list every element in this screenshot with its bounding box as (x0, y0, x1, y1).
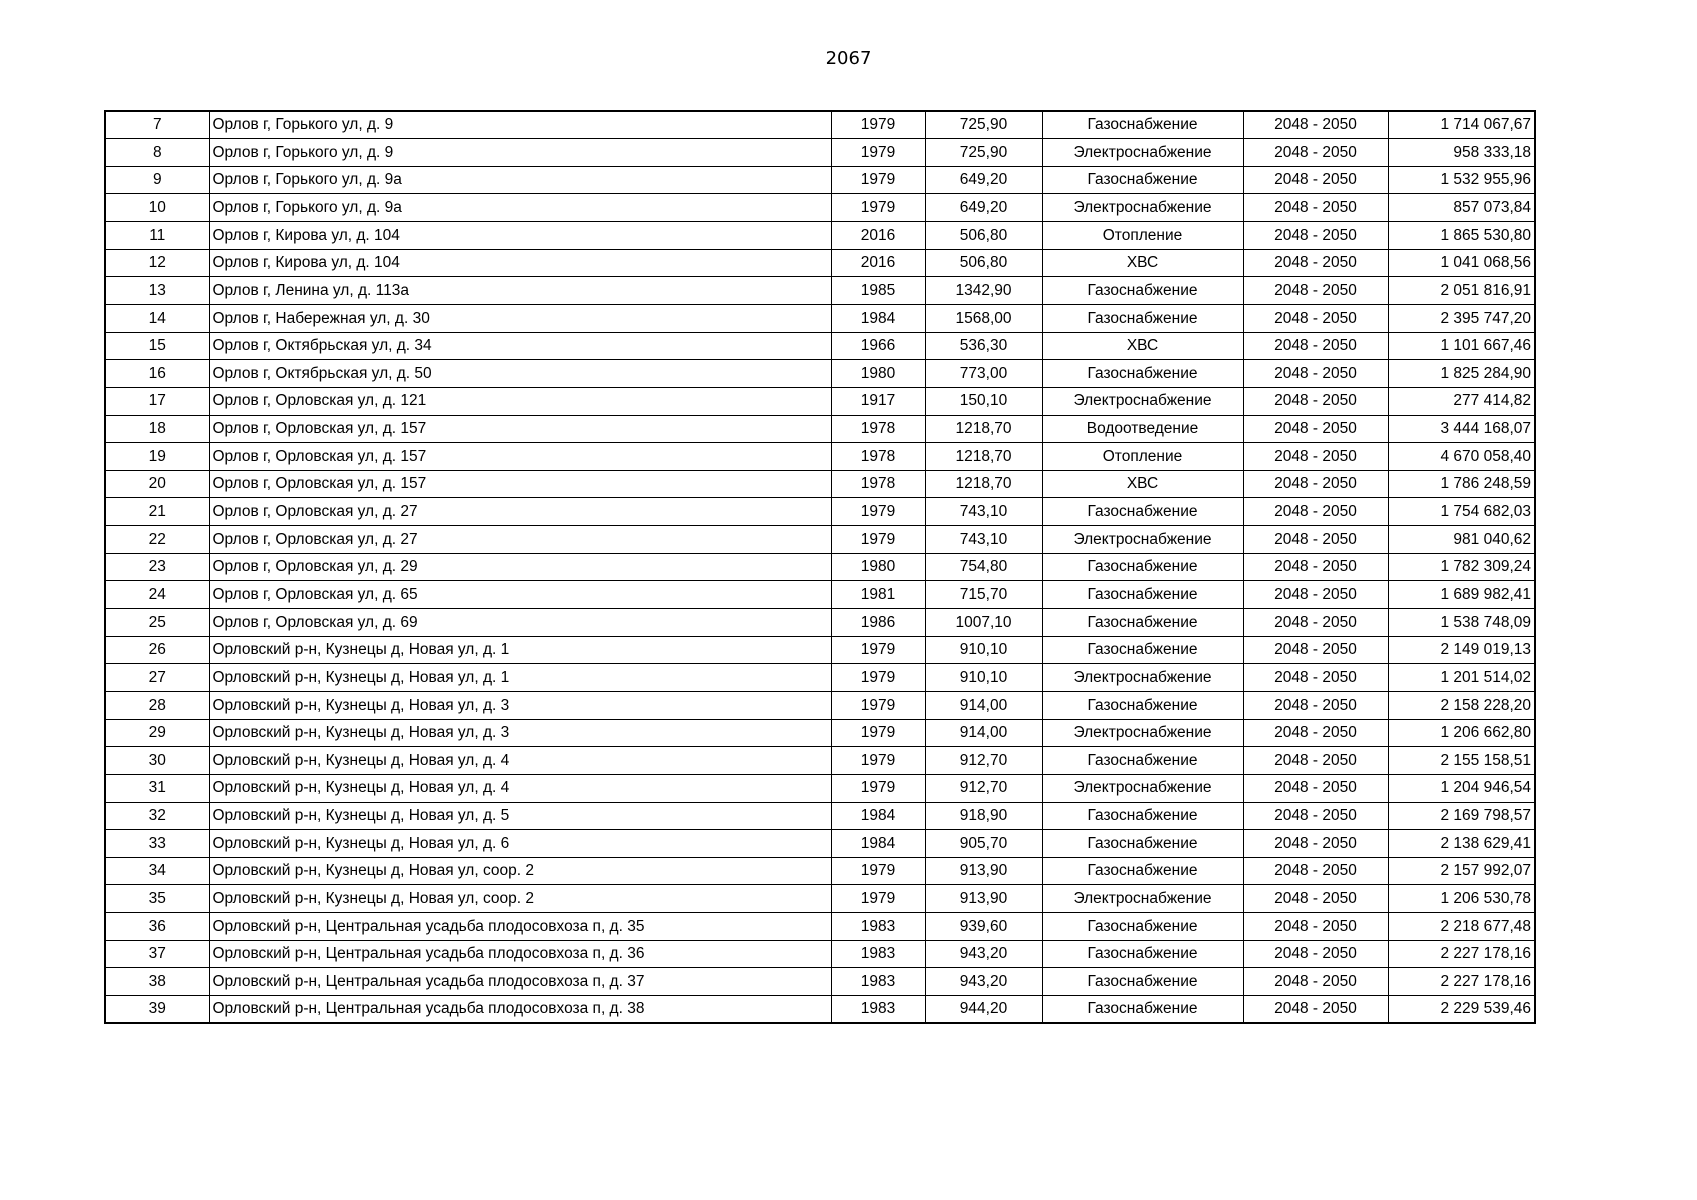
address-cell: Орловский р-н, Центральная усадьба плодосовхоза п, д. 35 (209, 913, 831, 941)
work-type-cell: Водоотведение (1042, 415, 1243, 443)
year-cell: 1984 (831, 802, 925, 830)
year-cell: 1979 (831, 166, 925, 194)
year-cell: 1979 (831, 691, 925, 719)
address-cell: Орловский р-н, Кузнецы д, Новая ул, д. 4 (209, 774, 831, 802)
cost-cell: 1 532 955,96 (1388, 166, 1535, 194)
table-row (105, 166, 1535, 194)
cost-cell: 2 158 228,20 (1388, 691, 1535, 719)
table-row (105, 636, 1535, 664)
row-number-cell: 29 (105, 719, 209, 747)
table-row (105, 443, 1535, 471)
area-cell: 725,90 (925, 139, 1042, 167)
row-number-cell: 38 (105, 968, 209, 996)
year-cell: 1979 (831, 526, 925, 554)
cost-cell: 1 865 530,80 (1388, 222, 1535, 250)
year-cell: 1980 (831, 553, 925, 581)
year-cell: 1978 (831, 443, 925, 471)
table-row (105, 581, 1535, 609)
table-row (105, 304, 1535, 332)
table-row (105, 415, 1535, 443)
work-type-cell: Электроснабжение (1042, 387, 1243, 415)
period-cell: 2048 - 2050 (1243, 885, 1388, 913)
area-cell: 649,20 (925, 194, 1042, 222)
period-cell: 2048 - 2050 (1243, 304, 1388, 332)
area-cell: 918,90 (925, 802, 1042, 830)
row-number-cell: 25 (105, 609, 209, 637)
row-number-cell: 20 (105, 470, 209, 498)
area-cell: 1218,70 (925, 415, 1042, 443)
address-cell: Орловский р-н, Кузнецы д, Новая ул, д. 5 (209, 802, 831, 830)
table-row (105, 387, 1535, 415)
table-row (105, 470, 1535, 498)
year-cell: 1979 (831, 636, 925, 664)
cost-cell: 1 204 946,54 (1388, 774, 1535, 802)
cost-cell: 1 206 530,78 (1388, 885, 1535, 913)
work-type-cell: ХВС (1042, 332, 1243, 360)
cost-cell: 1 714 067,67 (1388, 111, 1535, 139)
area-cell: 1342,90 (925, 277, 1042, 305)
year-cell: 1983 (831, 968, 925, 996)
work-type-cell: ХВС (1042, 249, 1243, 277)
period-cell: 2048 - 2050 (1243, 470, 1388, 498)
row-number-cell: 39 (105, 996, 209, 1024)
address-cell: Орлов г, Орловская ул, д. 157 (209, 443, 831, 471)
table-row (105, 111, 1535, 139)
address-cell: Орлов г, Орловская ул, д. 27 (209, 498, 831, 526)
area-cell: 910,10 (925, 636, 1042, 664)
year-cell: 1985 (831, 277, 925, 305)
row-number-cell: 16 (105, 360, 209, 388)
row-number-cell: 18 (105, 415, 209, 443)
area-cell: 1007,10 (925, 609, 1042, 637)
period-cell: 2048 - 2050 (1243, 387, 1388, 415)
work-type-cell: Газоснабжение (1042, 609, 1243, 637)
table-row (105, 747, 1535, 775)
period-cell: 2048 - 2050 (1243, 166, 1388, 194)
row-number-cell: 34 (105, 857, 209, 885)
period-cell: 2048 - 2050 (1243, 111, 1388, 139)
address-cell: Орлов г, Кирова ул, д. 104 (209, 249, 831, 277)
row-number-cell: 23 (105, 553, 209, 581)
address-cell: Орлов г, Октябрьская ул, д. 50 (209, 360, 831, 388)
address-cell: Орлов г, Орловская ул, д. 69 (209, 609, 831, 637)
period-cell: 2048 - 2050 (1243, 332, 1388, 360)
work-type-cell: Электроснабжение (1042, 664, 1243, 692)
area-cell: 912,70 (925, 774, 1042, 802)
year-cell: 2016 (831, 249, 925, 277)
row-number-cell: 33 (105, 830, 209, 858)
year-cell: 1979 (831, 139, 925, 167)
cost-cell: 2 051 816,91 (1388, 277, 1535, 305)
year-cell: 1986 (831, 609, 925, 637)
year-cell: 1979 (831, 111, 925, 139)
period-cell: 2048 - 2050 (1243, 691, 1388, 719)
period-cell: 2048 - 2050 (1243, 609, 1388, 637)
work-type-cell: Газоснабжение (1042, 166, 1243, 194)
area-cell: 914,00 (925, 691, 1042, 719)
address-cell: Орлов г, Ленина ул, д. 113а (209, 277, 831, 305)
registry-table (104, 110, 1536, 1024)
cost-cell: 1 754 682,03 (1388, 498, 1535, 526)
cost-cell: 1 206 662,80 (1388, 719, 1535, 747)
page-number: 2067 (825, 48, 872, 69)
work-type-cell: Электроснабжение (1042, 885, 1243, 913)
address-cell: Орловский р-н, Кузнецы д, Новая ул, соор. 2 (209, 857, 831, 885)
period-cell: 2048 - 2050 (1243, 415, 1388, 443)
cost-cell: 857 073,84 (1388, 194, 1535, 222)
period-cell: 2048 - 2050 (1243, 913, 1388, 941)
cost-cell: 958 333,18 (1388, 139, 1535, 167)
row-number-cell: 36 (105, 913, 209, 941)
area-cell: 150,10 (925, 387, 1042, 415)
address-cell: Орловский р-н, Центральная усадьба плодосовхоза п, д. 38 (209, 996, 831, 1024)
table-body (105, 111, 1535, 1023)
row-number-cell: 27 (105, 664, 209, 692)
address-cell: Орловский р-н, Кузнецы д, Новая ул, д. 3 (209, 719, 831, 747)
work-type-cell: Газоснабжение (1042, 277, 1243, 305)
work-type-cell: Газоснабжение (1042, 304, 1243, 332)
area-cell: 912,70 (925, 747, 1042, 775)
work-type-cell: Отопление (1042, 222, 1243, 250)
address-cell: Орлов г, Горького ул, д. 9а (209, 194, 831, 222)
year-cell: 1978 (831, 415, 925, 443)
year-cell: 1978 (831, 470, 925, 498)
address-cell: Орловский р-н, Кузнецы д, Новая ул, д. 1 (209, 636, 831, 664)
area-cell: 743,10 (925, 498, 1042, 526)
area-cell: 905,70 (925, 830, 1042, 858)
period-cell: 2048 - 2050 (1243, 747, 1388, 775)
cost-cell: 2 149 019,13 (1388, 636, 1535, 664)
work-type-cell: Электроснабжение (1042, 194, 1243, 222)
cost-cell: 1 689 982,41 (1388, 581, 1535, 609)
year-cell: 1979 (831, 719, 925, 747)
year-cell: 1966 (831, 332, 925, 360)
area-cell: 725,90 (925, 111, 1042, 139)
row-number-cell: 35 (105, 885, 209, 913)
address-cell: Орловский р-н, Кузнецы д, Новая ул, д. 1 (209, 664, 831, 692)
area-cell: 943,20 (925, 940, 1042, 968)
address-cell: Орлов г, Набережная ул, д. 30 (209, 304, 831, 332)
address-cell: Орловский р-н, Кузнецы д, Новая ул, д. 4 (209, 747, 831, 775)
period-cell: 2048 - 2050 (1243, 139, 1388, 167)
year-cell: 1980 (831, 360, 925, 388)
work-type-cell: Газоснабжение (1042, 747, 1243, 775)
period-cell: 2048 - 2050 (1243, 553, 1388, 581)
table-row (105, 139, 1535, 167)
area-cell: 743,10 (925, 526, 1042, 554)
row-number-cell: 19 (105, 443, 209, 471)
address-cell: Орловский р-н, Кузнецы д, Новая ул, д. 3 (209, 691, 831, 719)
work-type-cell: Электроснабжение (1042, 719, 1243, 747)
work-type-cell: Электроснабжение (1042, 139, 1243, 167)
work-type-cell: ХВС (1042, 470, 1243, 498)
area-cell: 1218,70 (925, 443, 1042, 471)
period-cell: 2048 - 2050 (1243, 830, 1388, 858)
address-cell: Орлов г, Октябрьская ул, д. 34 (209, 332, 831, 360)
year-cell: 1979 (831, 885, 925, 913)
table-row (105, 857, 1535, 885)
table-row (105, 360, 1535, 388)
area-cell: 754,80 (925, 553, 1042, 581)
period-cell: 2048 - 2050 (1243, 249, 1388, 277)
address-cell: Орлов г, Орловская ул, д. 65 (209, 581, 831, 609)
address-cell: Орлов г, Орловская ул, д. 27 (209, 526, 831, 554)
period-cell: 2048 - 2050 (1243, 636, 1388, 664)
period-cell: 2048 - 2050 (1243, 194, 1388, 222)
row-number-cell: 12 (105, 249, 209, 277)
period-cell: 2048 - 2050 (1243, 443, 1388, 471)
row-number-cell: 7 (105, 111, 209, 139)
cost-cell: 2 227 178,16 (1388, 940, 1535, 968)
table-row (105, 940, 1535, 968)
address-cell: Орловский р-н, Кузнецы д, Новая ул, д. 6 (209, 830, 831, 858)
period-cell: 2048 - 2050 (1243, 498, 1388, 526)
area-cell: 910,10 (925, 664, 1042, 692)
area-cell: 506,80 (925, 249, 1042, 277)
table-row (105, 664, 1535, 692)
row-number-cell: 24 (105, 581, 209, 609)
period-cell: 2048 - 2050 (1243, 940, 1388, 968)
period-cell: 2048 - 2050 (1243, 222, 1388, 250)
address-cell: Орловский р-н, Центральная усадьба плодосовхоза п, д. 36 (209, 940, 831, 968)
period-cell: 2048 - 2050 (1243, 774, 1388, 802)
area-cell: 536,30 (925, 332, 1042, 360)
table-row (105, 553, 1535, 581)
work-type-cell: Газоснабжение (1042, 691, 1243, 719)
year-cell: 1979 (831, 498, 925, 526)
cost-cell: 1 786 248,59 (1388, 470, 1535, 498)
row-number-cell: 37 (105, 940, 209, 968)
table-row (105, 498, 1535, 526)
area-cell: 649,20 (925, 166, 1042, 194)
table-row (105, 968, 1535, 996)
work-type-cell: Газоснабжение (1042, 940, 1243, 968)
work-type-cell: Газоснабжение (1042, 111, 1243, 139)
work-type-cell: Газоснабжение (1042, 360, 1243, 388)
cost-cell: 277 414,82 (1388, 387, 1535, 415)
row-number-cell: 13 (105, 277, 209, 305)
cost-cell: 2 218 677,48 (1388, 913, 1535, 941)
year-cell: 1979 (831, 857, 925, 885)
year-cell: 1984 (831, 304, 925, 332)
row-number-cell: 26 (105, 636, 209, 664)
address-cell: Орлов г, Горького ул, д. 9 (209, 111, 831, 139)
cost-cell: 2 229 539,46 (1388, 996, 1535, 1024)
area-cell: 1218,70 (925, 470, 1042, 498)
period-cell: 2048 - 2050 (1243, 968, 1388, 996)
cost-cell: 1 201 514,02 (1388, 664, 1535, 692)
address-cell: Орлов г, Кирова ул, д. 104 (209, 222, 831, 250)
year-cell: 1917 (831, 387, 925, 415)
year-cell: 1981 (831, 581, 925, 609)
table-row (105, 526, 1535, 554)
period-cell: 2048 - 2050 (1243, 802, 1388, 830)
work-type-cell: Газоснабжение (1042, 968, 1243, 996)
row-number-cell: 32 (105, 802, 209, 830)
period-cell: 2048 - 2050 (1243, 526, 1388, 554)
area-cell: 913,90 (925, 857, 1042, 885)
address-cell: Орлов г, Горького ул, д. 9а (209, 166, 831, 194)
area-cell: 715,70 (925, 581, 1042, 609)
row-number-cell: 28 (105, 691, 209, 719)
row-number-cell: 17 (105, 387, 209, 415)
address-cell: Орлов г, Горького ул, д. 9 (209, 139, 831, 167)
work-type-cell: Отопление (1042, 443, 1243, 471)
row-number-cell: 30 (105, 747, 209, 775)
work-type-cell: Газоснабжение (1042, 498, 1243, 526)
year-cell: 1979 (831, 194, 925, 222)
work-type-cell: Электроснабжение (1042, 526, 1243, 554)
table-row (105, 332, 1535, 360)
cost-cell: 2 157 992,07 (1388, 857, 1535, 885)
cost-cell: 1 041 068,56 (1388, 249, 1535, 277)
address-cell: Орловский р-н, Кузнецы д, Новая ул, соор. 2 (209, 885, 831, 913)
cost-cell: 1 101 667,46 (1388, 332, 1535, 360)
year-cell: 1979 (831, 774, 925, 802)
year-cell: 1983 (831, 913, 925, 941)
work-type-cell: Газоснабжение (1042, 553, 1243, 581)
area-cell: 506,80 (925, 222, 1042, 250)
work-type-cell: Газоснабжение (1042, 996, 1243, 1024)
row-number-cell: 9 (105, 166, 209, 194)
table-row (105, 802, 1535, 830)
work-type-cell: Электроснабжение (1042, 774, 1243, 802)
table-row (105, 830, 1535, 858)
address-cell: Орлов г, Орловская ул, д. 157 (209, 470, 831, 498)
address-cell: Орловский р-н, Центральная усадьба плодосовхоза п, д. 37 (209, 968, 831, 996)
year-cell: 1983 (831, 996, 925, 1024)
table-row (105, 277, 1535, 305)
table-row (105, 719, 1535, 747)
row-number-cell: 8 (105, 139, 209, 167)
year-cell: 1984 (831, 830, 925, 858)
row-number-cell: 14 (105, 304, 209, 332)
year-cell: 1983 (831, 940, 925, 968)
table-row (105, 609, 1535, 637)
table-row (105, 913, 1535, 941)
cost-cell: 4 670 058,40 (1388, 443, 1535, 471)
period-cell: 2048 - 2050 (1243, 360, 1388, 388)
work-type-cell: Газоснабжение (1042, 802, 1243, 830)
period-cell: 2048 - 2050 (1243, 719, 1388, 747)
table-row (105, 222, 1535, 250)
work-type-cell: Газоснабжение (1042, 913, 1243, 941)
year-cell: 1979 (831, 664, 925, 692)
work-type-cell: Газоснабжение (1042, 581, 1243, 609)
period-cell: 2048 - 2050 (1243, 581, 1388, 609)
cost-cell: 2 155 158,51 (1388, 747, 1535, 775)
table-row (105, 691, 1535, 719)
cost-cell: 2 395 747,20 (1388, 304, 1535, 332)
row-number-cell: 22 (105, 526, 209, 554)
cost-cell: 2 169 798,57 (1388, 802, 1535, 830)
row-number-cell: 10 (105, 194, 209, 222)
period-cell: 2048 - 2050 (1243, 857, 1388, 885)
table-row (105, 885, 1535, 913)
period-cell: 2048 - 2050 (1243, 996, 1388, 1024)
area-cell: 943,20 (925, 968, 1042, 996)
area-cell: 914,00 (925, 719, 1042, 747)
area-cell: 913,90 (925, 885, 1042, 913)
year-cell: 1979 (831, 747, 925, 775)
row-number-cell: 11 (105, 222, 209, 250)
cost-cell: 1 782 309,24 (1388, 553, 1535, 581)
work-type-cell: Газоснабжение (1042, 636, 1243, 664)
row-number-cell: 21 (105, 498, 209, 526)
address-cell: Орлов г, Орловская ул, д. 29 (209, 553, 831, 581)
period-cell: 2048 - 2050 (1243, 664, 1388, 692)
row-number-cell: 31 (105, 774, 209, 802)
address-cell: Орлов г, Орловская ул, д. 157 (209, 415, 831, 443)
cost-cell: 1 825 284,90 (1388, 360, 1535, 388)
cost-cell: 1 538 748,09 (1388, 609, 1535, 637)
work-type-cell: Газоснабжение (1042, 857, 1243, 885)
table-row (105, 774, 1535, 802)
area-cell: 1568,00 (925, 304, 1042, 332)
row-number-cell: 15 (105, 332, 209, 360)
table-row (105, 194, 1535, 222)
cost-cell: 2 138 629,41 (1388, 830, 1535, 858)
address-cell: Орлов г, Орловская ул, д. 121 (209, 387, 831, 415)
period-cell: 2048 - 2050 (1243, 277, 1388, 305)
year-cell: 2016 (831, 222, 925, 250)
area-cell: 773,00 (925, 360, 1042, 388)
cost-cell: 3 444 168,07 (1388, 415, 1535, 443)
cost-cell: 2 227 178,16 (1388, 968, 1535, 996)
table-row (105, 249, 1535, 277)
work-type-cell: Газоснабжение (1042, 830, 1243, 858)
cost-cell: 981 040,62 (1388, 526, 1535, 554)
area-cell: 944,20 (925, 996, 1042, 1024)
area-cell: 939,60 (925, 913, 1042, 941)
table-row (105, 996, 1535, 1024)
